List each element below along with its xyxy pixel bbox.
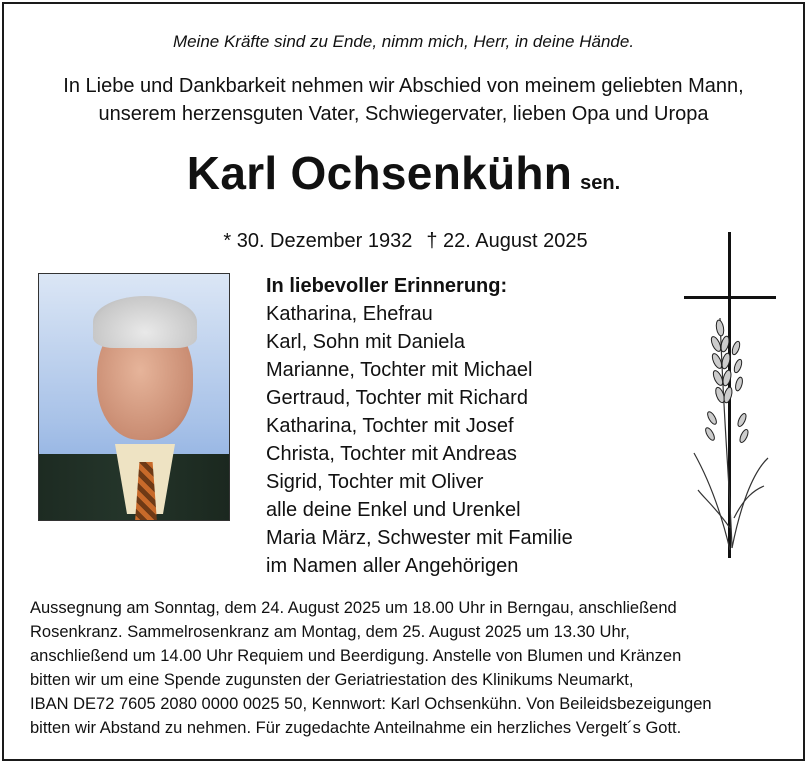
family-member: Marianne, Tochter mit Michael: [266, 359, 533, 381]
name-suffix: sen.: [580, 172, 621, 194]
verse: Meine Kräfte sind zu Ende, nimm mich, Herr, in deine Hände.: [172, 32, 635, 51]
family-member: Katharina, Ehefrau: [266, 303, 433, 325]
family-member: Gertraud, Tochter mit Richard: [266, 387, 528, 409]
portrait-photo: [38, 273, 230, 521]
intro-text: [0, 72, 807, 128]
family-member: Katharina, Tochter mit Josef: [266, 415, 514, 437]
deceased-name: Karl Ochsenkühn: [186, 147, 573, 199]
cross-with-wheat-icon: [680, 228, 780, 568]
notice-line: bitten wir um eine Spende zugunsten der Geriatriestation des Klinikums Neumarkt,: [30, 671, 634, 689]
family-member: Sigrid, Tochter mit Oliver: [266, 471, 484, 493]
birth-date: * 30. Dezember 1932: [223, 230, 413, 252]
family-member: im Namen aller Angehörigen: [266, 555, 519, 577]
deceased-name-row: [0, 146, 807, 200]
service-notice: [30, 596, 790, 740]
family-list: [266, 272, 573, 580]
notice-line: IBAN DE72 7605 2080 0000 0025 50, Kennwort: Karl Ochsenkühn. Von Beileidsbezeigungen: [30, 695, 712, 713]
notice-line: Rosenkranz. Sammelrosenkranz am Montag, dem 25. August 2025 um 13.30 Uhr,: [30, 623, 630, 641]
family-member: Maria März, Schwester mit Familie: [266, 527, 573, 549]
family-member: Christa, Tochter mit Andreas: [266, 443, 517, 465]
family-heading: In liebevoller Erinnerung:: [266, 275, 508, 297]
family-member: alle deine Enkel und Urenkel: [266, 499, 521, 521]
notice-line: Aussegnung am Sonntag, dem 24. August 2025 um 18.00 Uhr in Berngau, anschließend: [30, 599, 677, 617]
notice-line: bitten wir Abstand zu nehmen. Für zugedachte Anteilnahme ein herzliches Vergelt´s Gott.: [30, 719, 682, 737]
family-member: Karl, Sohn mit Daniela: [266, 331, 465, 353]
notice-line: anschließend um 14.00 Uhr Requiem und Beerdigung. Anstelle von Blumen und Kränzen: [30, 647, 682, 665]
intro-line-2: unserem herzensguten Vater, Schwiegervater, lieben Opa und Uropa: [98, 103, 709, 125]
intro-line-1: In Liebe und Dankbarkeit nehmen wir Abschied von meinem geliebten Mann,: [63, 75, 744, 97]
death-date: † 22. August 2025: [426, 230, 588, 252]
